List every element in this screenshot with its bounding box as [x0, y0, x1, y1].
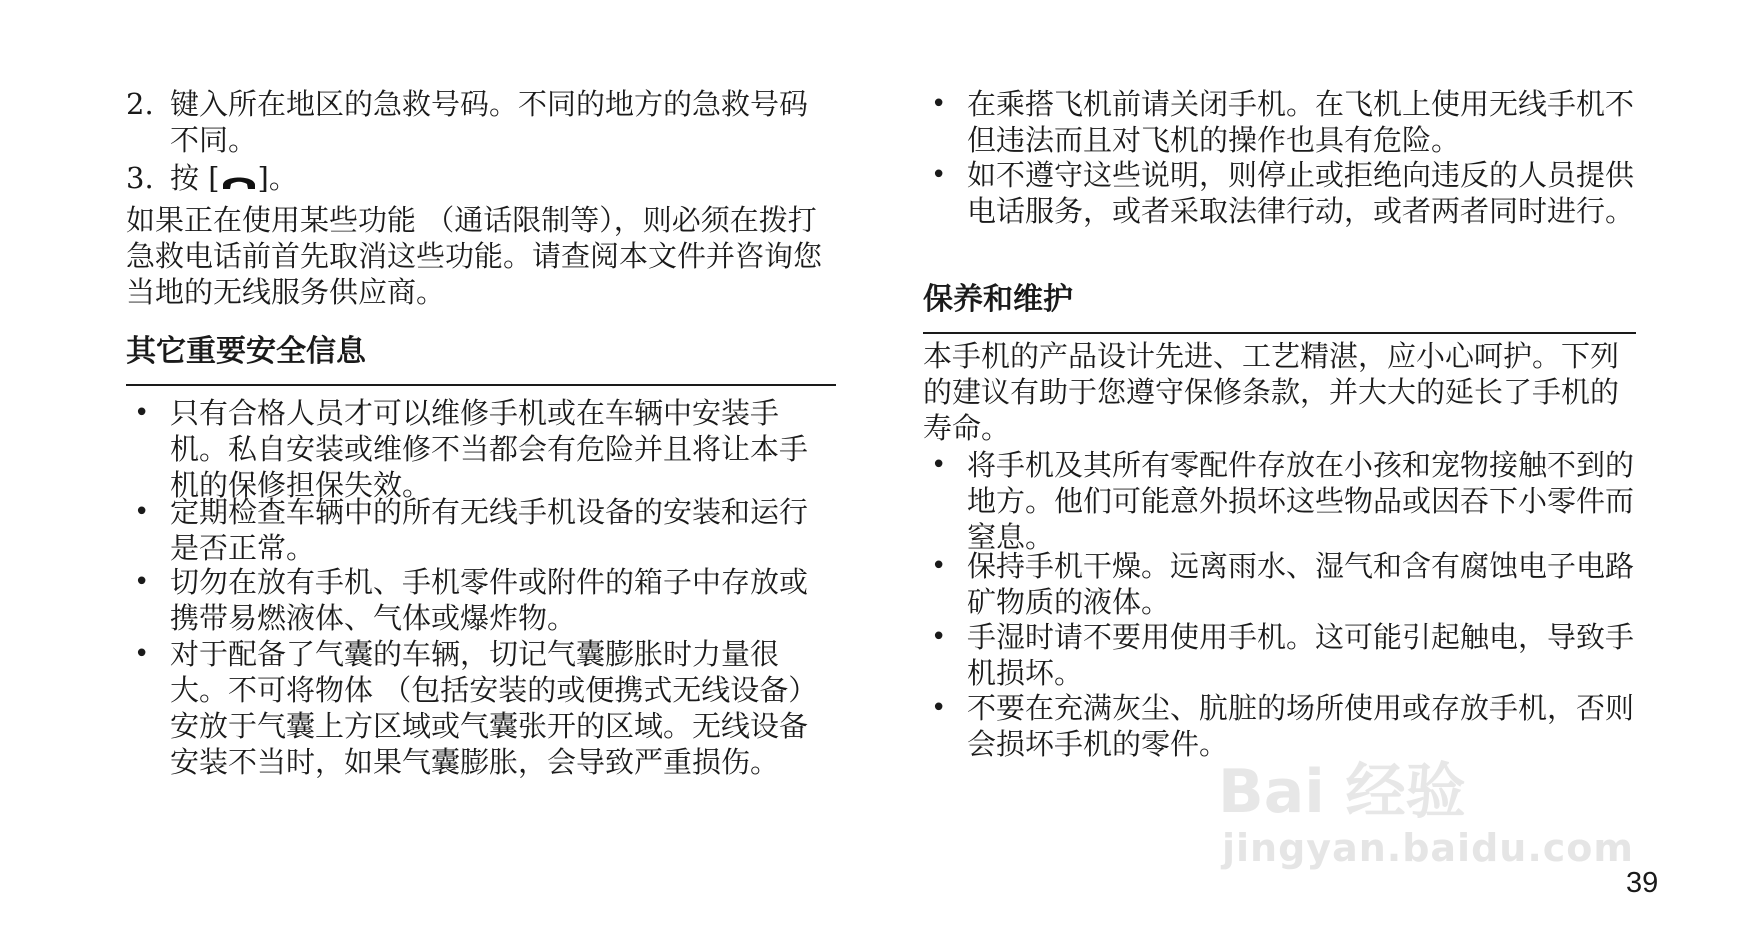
list-item: [126, 636, 836, 780]
list-item-text: 定期检查车辆中的所有无线手机设备的安装和运行是否正常。: [170, 495, 809, 565]
section-title-safety: 其它重要安全信息: [126, 332, 836, 386]
bullet-dot: •: [134, 497, 150, 527]
step-text-after: ]。: [257, 161, 298, 195]
page-number: 39: [1626, 867, 1659, 899]
bullet-dot: •: [931, 450, 947, 480]
care-paragraph: 本手机的产品设计先进、工艺精湛，应小心呵护。下列的建议有助于您遵守保修条款，并大大的延长了手机的寿命。: [923, 339, 1620, 445]
bullet-dot: •: [931, 551, 947, 581]
list-item-text: 保持手机干燥。远离雨水、湿气和含有腐蚀电子电路矿物质的液体。: [967, 549, 1635, 619]
step-number: 2.: [126, 87, 154, 121]
list-item-text: 将手机及其所有零配件存放在小孩和宠物接触不到的地方。他们可能意外损坏这些物品或因吞下小零件而窒息。: [967, 448, 1635, 554]
list-item: [923, 86, 1636, 158]
list-item-text: 只有合格人员才可以维修手机或在车辆中安装手机。私自安装或维修不当都会有危险并且将让本手机的保修担保失效。: [170, 396, 809, 502]
step-text-before: 按 [: [170, 161, 220, 195]
watermark-logo: Bai 经验: [1218, 757, 1466, 827]
bullet-dot: •: [134, 567, 150, 597]
bullet-dot: •: [134, 639, 150, 669]
bullet-dot: •: [931, 622, 947, 652]
list-item-text: 对于配备了气囊的车辆，切记气囊膨胀时力量很大。不可将物体 （包括安装的或便携式无线设备）安放于气囊上方区域或气囊张开的区域。无线设备安装不当时，如果气囊膨胀，会导致严重损伤。: [170, 637, 818, 779]
list-item-text: 如不遵守这些说明，则停止或拒绝向违反的人员提供电话服务，或者采取法律行动，或者两者同时进行。: [967, 158, 1635, 228]
section-title-care: 保养和维护: [923, 280, 1636, 334]
list-item: [923, 690, 1636, 762]
bullet-dot: •: [931, 693, 947, 723]
list-item: [923, 447, 1636, 555]
list-item-text: 不要在充满灰尘、肮脏的场所使用或存放手机，否则会损坏手机的零件。: [967, 691, 1635, 761]
watermark-url: jingyan.baidu.com: [1222, 826, 1634, 870]
emergency-paragraph: 如果正在使用某些功能 （通话限制等），则必须在拨打急救电话前首先取消这些功能。请查阅本文件并咨询您当地的无线服务供应商。: [126, 203, 823, 309]
bullet-dot: •: [931, 160, 947, 190]
list-item-text: 切勿在放有手机、手机零件或附件的箱子中存放或携带易燃液体、气体或爆炸物。: [170, 565, 809, 635]
step-number: 3.: [126, 161, 154, 195]
step-item: [126, 86, 836, 158]
list-item: [923, 157, 1636, 229]
list-item: [126, 564, 836, 636]
bullet-dot: •: [931, 89, 947, 119]
list-item: [923, 619, 1636, 691]
list-item: [923, 548, 1636, 620]
bullet-dot: •: [134, 398, 150, 428]
list-item-text: 手湿时请不要用使用手机。这可能引起触电，导致手机损坏。: [967, 620, 1635, 690]
list-item: [126, 494, 836, 566]
step-item: [126, 160, 836, 200]
baidu-jingyan-watermark: [1218, 757, 1648, 880]
step-text: 键入所在地区的急救号码。不同的地方的急救号码不同。: [170, 87, 809, 157]
phone-call-icon: [220, 164, 258, 200]
list-item: [126, 395, 836, 503]
list-item-text: 在乘搭飞机前请关闭手机。在飞机上使用无线手机不但违法而且对飞机的操作也具有危险。: [967, 87, 1635, 157]
